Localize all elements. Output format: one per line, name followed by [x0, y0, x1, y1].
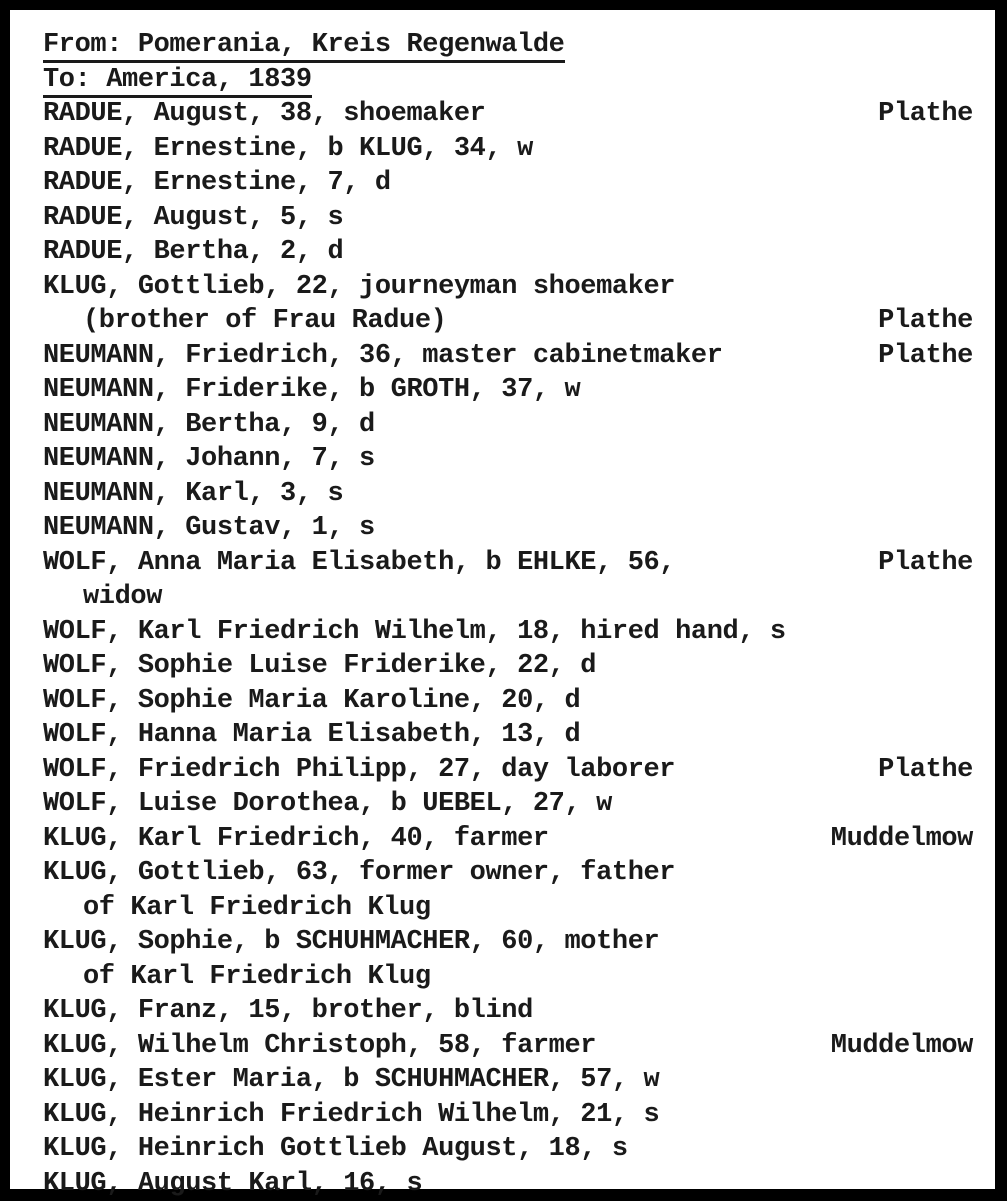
entry-list — [43, 97, 973, 1201]
entry-text: RADUE, August, 5, s — [43, 201, 343, 236]
entry-row — [43, 373, 973, 408]
entry-text: NEUMANN, Friderike, b GROTH, 37, w — [43, 373, 580, 408]
entry-text: RADUE, Bertha, 2, d — [43, 235, 343, 270]
entry-row — [43, 1063, 973, 1098]
entry-row — [43, 1167, 973, 1201]
header-from-line — [43, 28, 973, 63]
entry-continuation — [43, 960, 973, 995]
entry-text: KLUG, Gottlieb, 63, former owner, father — [43, 856, 675, 891]
entry-text: NEUMANN, Johann, 7, s — [43, 442, 375, 477]
entry-place: Plathe — [878, 753, 973, 788]
entry-text: RADUE, August, 38, shoemaker — [43, 97, 485, 132]
header-to: To: America, 1839 — [43, 65, 312, 98]
entry-row — [43, 822, 973, 857]
entry-text: NEUMANN, Karl, 3, s — [43, 477, 343, 512]
entry-row — [43, 649, 973, 684]
entry-text: KLUG, Heinrich Friedrich Wilhelm, 21, s — [43, 1098, 659, 1133]
entry-text: NEUMANN, Gustav, 1, s — [43, 511, 375, 546]
entry-text: KLUG, Sophie, b SCHUHMACHER, 60, mother — [43, 925, 659, 960]
header-to-line — [43, 63, 973, 98]
entry-row — [43, 684, 973, 719]
entry-text: KLUG, Franz, 15, brother, blind — [43, 994, 533, 1029]
entry-text: of Karl Friedrich Klug — [83, 960, 431, 995]
entry-text: KLUG, Karl Friedrich, 40, farmer — [43, 822, 549, 857]
entry-place: Plathe — [878, 339, 973, 374]
entry-row — [43, 97, 973, 132]
entry-text: (brother of Frau Radue) — [83, 304, 446, 339]
entry-row — [43, 718, 973, 753]
entry-row — [43, 994, 973, 1029]
entry-row — [43, 477, 973, 512]
entry-row — [43, 546, 973, 581]
entry-row — [43, 339, 973, 374]
entry-row — [43, 753, 973, 788]
document-page — [10, 10, 995, 1189]
entry-text: KLUG, Heinrich Gottlieb August, 18, s — [43, 1132, 628, 1167]
entry-text: WOLF, Karl Friedrich Wilhelm, 18, hired hand, s — [43, 615, 786, 650]
entry-row — [43, 132, 973, 167]
entry-row — [43, 1098, 973, 1133]
entry-text: KLUG, August Karl, 16, s — [43, 1167, 422, 1201]
entry-row — [43, 166, 973, 201]
entry-continuation — [43, 304, 973, 339]
entry-text: KLUG, Wilhelm Christoph, 58, farmer — [43, 1029, 596, 1064]
emigrant-list — [43, 28, 973, 1201]
entry-continuation — [43, 891, 973, 926]
entry-continuation — [43, 580, 973, 615]
entry-place: Muddelmow — [831, 1029, 973, 1064]
entry-row — [43, 408, 973, 443]
entry-place: Plathe — [878, 546, 973, 581]
entry-text: of Karl Friedrich Klug — [83, 891, 431, 926]
entry-text: WOLF, Luise Dorothea, b UEBEL, 27, w — [43, 787, 612, 822]
entry-text: KLUG, Ester Maria, b SCHUHMACHER, 57, w — [43, 1063, 659, 1098]
entry-row — [43, 235, 973, 270]
entry-row — [43, 442, 973, 477]
entry-row — [43, 925, 973, 960]
entry-row — [43, 856, 973, 891]
entry-text: WOLF, Anna Maria Elisabeth, b EHLKE, 56, — [43, 546, 675, 581]
entry-text: KLUG, Gottlieb, 22, journeyman shoemaker — [43, 270, 675, 305]
entry-row — [43, 270, 973, 305]
entry-text: WOLF, Friedrich Philipp, 27, day laborer — [43, 753, 675, 788]
entry-row — [43, 1029, 973, 1064]
entry-text: RADUE, Ernestine, b KLUG, 34, w — [43, 132, 533, 167]
entry-text: WOLF, Hanna Maria Elisabeth, 13, d — [43, 718, 580, 753]
entry-place: Plathe — [878, 97, 973, 132]
entry-row — [43, 1132, 973, 1167]
entry-text: NEUMANN, Friedrich, 36, master cabinetmaker — [43, 339, 723, 374]
entry-text: NEUMANN, Bertha, 9, d — [43, 408, 375, 443]
entry-text: widow — [83, 580, 162, 615]
entry-place: Plathe — [878, 304, 973, 339]
entry-text: WOLF, Sophie Maria Karoline, 20, d — [43, 684, 580, 719]
entry-row — [43, 511, 973, 546]
entry-row — [43, 787, 973, 822]
entry-text: WOLF, Sophie Luise Friderike, 22, d — [43, 649, 596, 684]
entry-row — [43, 615, 973, 650]
entry-place: Muddelmow — [831, 822, 973, 857]
entry-row — [43, 201, 973, 236]
header-from: From: Pomerania, Kreis Regenwalde — [43, 30, 565, 63]
entry-text: RADUE, Ernestine, 7, d — [43, 166, 391, 201]
